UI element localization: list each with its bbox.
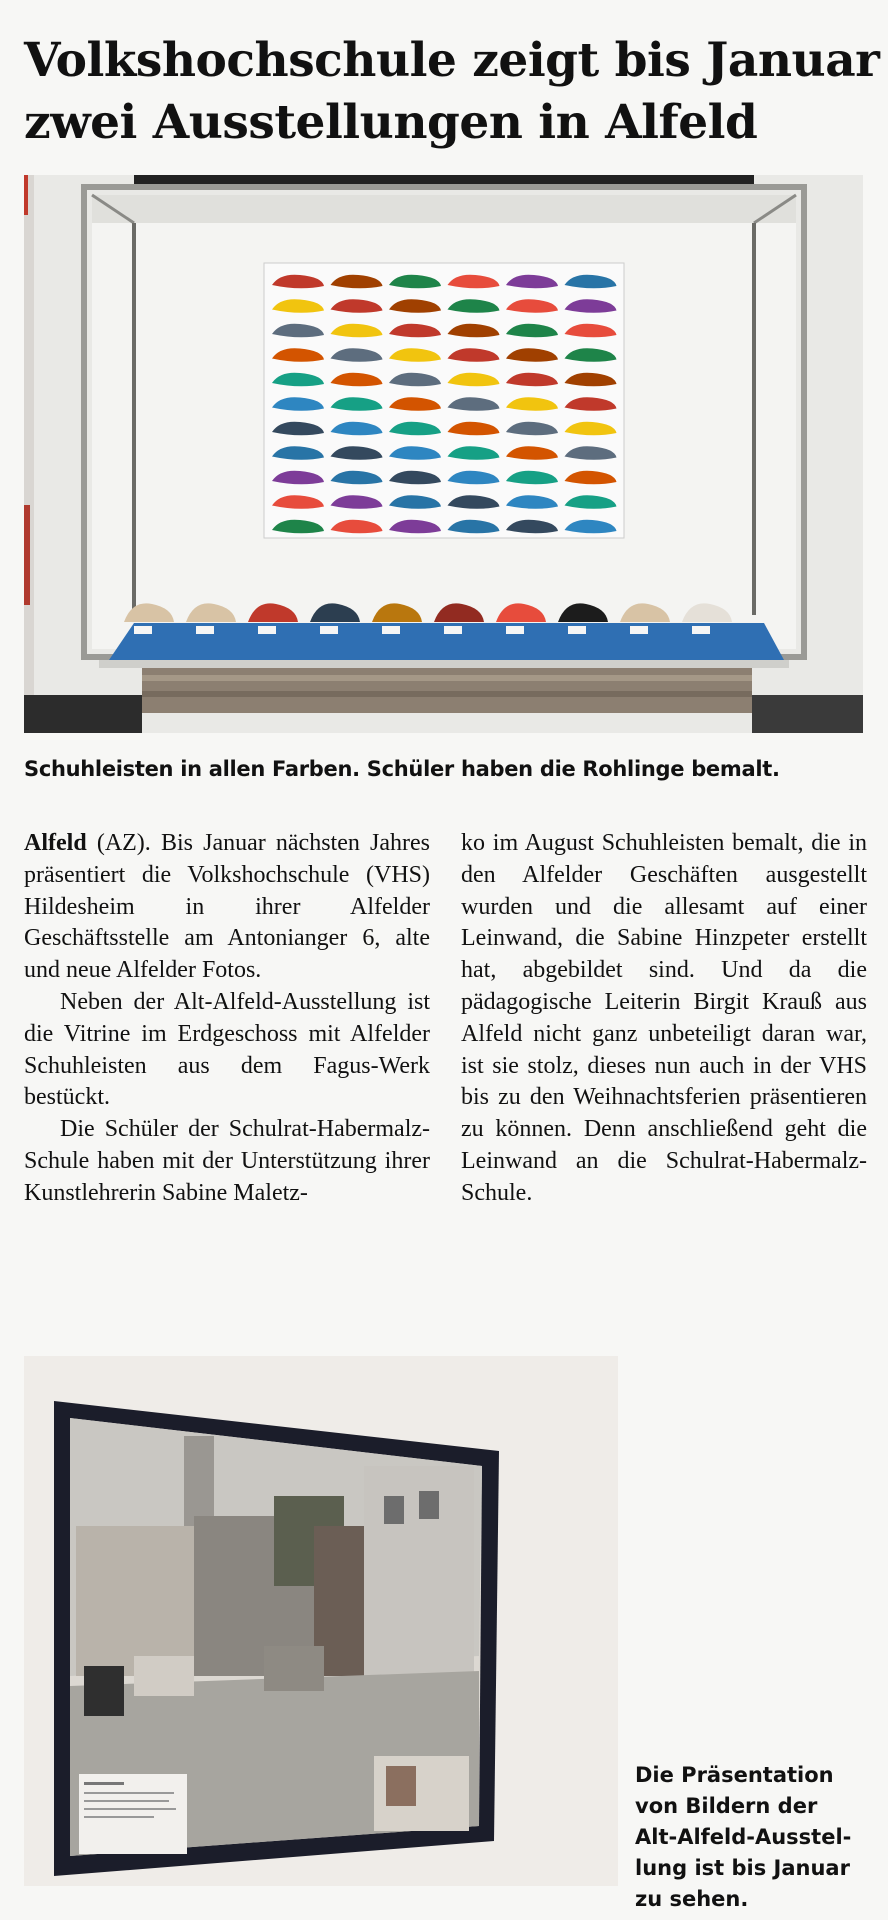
photo-alt-alfeld-exhibition <box>24 1356 618 1886</box>
label-card <box>196 626 214 634</box>
headline <box>24 30 880 154</box>
article-column-left <box>24 828 430 1210</box>
label-card <box>568 626 586 634</box>
article-paragraph-1-text: (AZ). Bis Januar nächsten Jahres präsentiert die Volkshochschule (VHS) Hildesheim in ihrer Alfelder Geschäftsstelle am Antonianger 6, alte und neue Alfelder Fotos. <box>24 830 430 984</box>
photo-shoe-lasts-vitrine <box>24 175 863 733</box>
article-paragraph-4: ko im August Schuhleisten bemalt, die in den Alfelder Geschäften ausgestellt wurden und die allesamt auf einer Leinwand, die Sabine Hinzpeter erstellt hat, abgebildet sind. Und da die pädagogische Leiterin Birgit Krauß aus Alfeld nicht ganz unbeteiligt daran war, ist sie stolz, dieses nun auch in der VHS bis zu den Weihnachtsferien präsentieren zu können. Denn anschließend geht die Leinwand an die Schulrat-Habermalz-Schule. <box>461 830 867 1206</box>
photo-bottom-caption-line-4: lung ist bis Januar <box>635 1856 850 1880</box>
photo-top-caption: Schuhleisten in allen Farben. Schüler haben die Rohlinge bemalt. <box>24 757 780 781</box>
label-card <box>320 626 338 634</box>
article-paragraph-3: Die Schüler der Schulrat-Habermalz-Schule haben mit der Unterstützung ihrer Kunstlehrerin Sabine Maletz- <box>24 1116 430 1206</box>
article-paragraph-1 <box>24 828 430 987</box>
headline-line-1: Volkshochschule zeigt bis Januar <box>24 33 880 88</box>
label-card <box>258 626 276 634</box>
photo-bottom-caption <box>635 1760 875 1915</box>
label-card <box>506 626 524 634</box>
vitrine-illustration <box>24 175 863 733</box>
framed-photo-illustration <box>24 1356 618 1886</box>
label-card <box>382 626 400 634</box>
label-card <box>630 626 648 634</box>
photo-bottom-caption-line-5: zu sehen. <box>635 1887 749 1911</box>
label-card <box>134 626 152 634</box>
article-dateline: Alfeld <box>24 830 87 856</box>
label-card <box>444 626 462 634</box>
article-paragraph-2: Neben der Alt-Alfeld-Ausstellung ist die Vitrine im Erdgeschoss mit Alfelder Schuhleisten aus dem Fagus-Werk bestückt. <box>24 988 430 1111</box>
photo-bottom-caption-line-3: Alt-Alfeld-Ausstel- <box>635 1825 852 1849</box>
photo-bottom-caption-line-1: Die Präsentation <box>635 1763 834 1787</box>
label-card <box>692 626 710 634</box>
headline-line-2: zwei Ausstellungen in Alfeld <box>24 95 758 150</box>
photo-bottom-caption-line-2: von Bildern der <box>635 1794 818 1818</box>
article-column-right <box>461 828 867 1210</box>
